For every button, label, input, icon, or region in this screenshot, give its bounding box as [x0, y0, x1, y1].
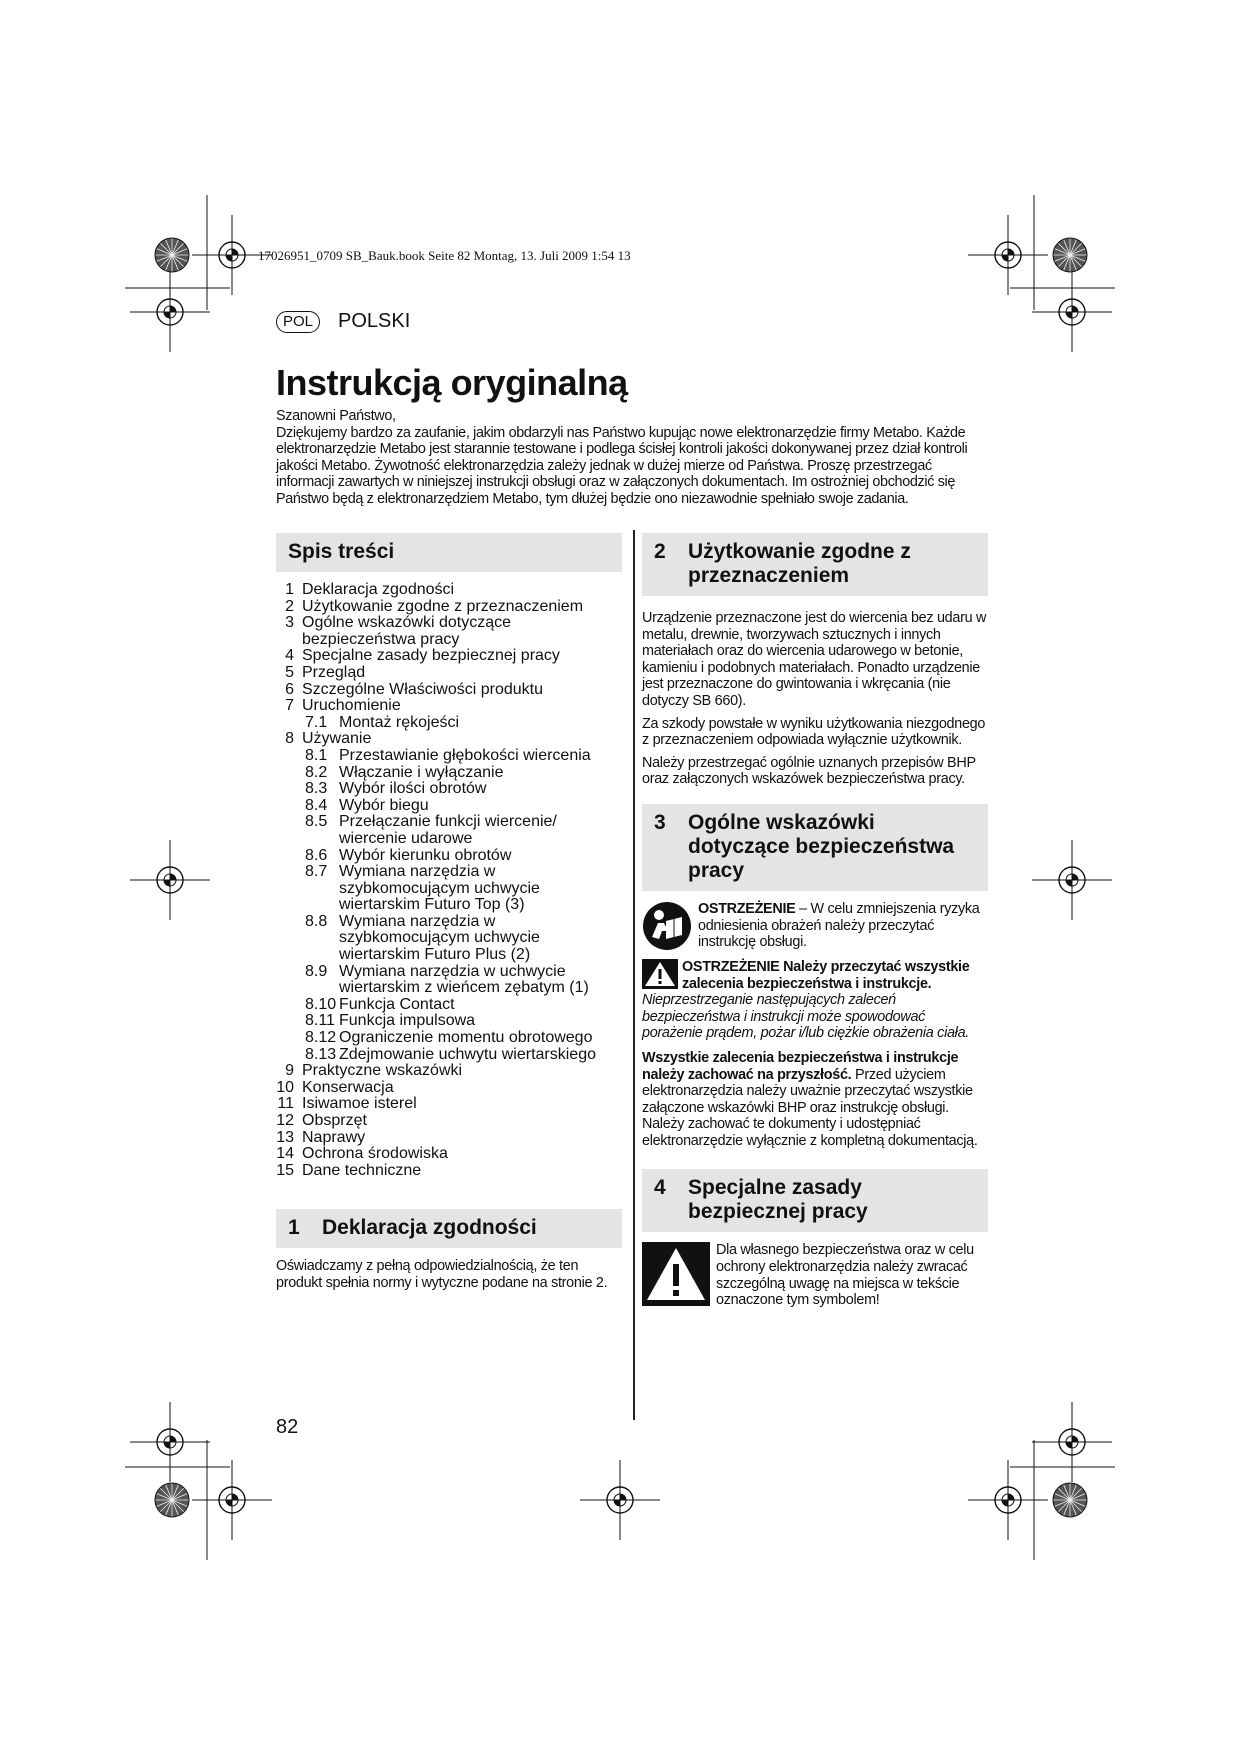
toc-item-number: 14 [276, 1145, 294, 1163]
left-column [276, 533, 622, 1298]
toc-item-number: 13 [276, 1128, 294, 1146]
toc-item-label: Ograniczenie momentu obrotowego [339, 1029, 593, 1047]
toc-item-label: Wybór biegu [339, 796, 429, 814]
toc-item-label: Montaż rękojeści [339, 713, 460, 731]
read-manual-text: OSTRZEŻENIE – W celu zmniejszenia ryzyka odniesienia obrażeń należy przeczytać instrukcję obsługi. [698, 900, 980, 951]
toc-item-label: Konserwacja [302, 1078, 394, 1096]
toc-item-label: Isiwamoe isterel [302, 1095, 417, 1113]
toc-item-number: 11 [277, 1095, 294, 1113]
toc-item-number: 7 [285, 697, 294, 715]
toc-item [276, 1013, 622, 1030]
toc-item [276, 682, 622, 699]
toc-item [276, 997, 622, 1014]
toc-item-label: Dane techniczne [302, 1161, 422, 1179]
toc-item [276, 1030, 622, 1047]
toc-item-label: Uruchomienie [302, 697, 401, 715]
toc-item-number: 6 [285, 680, 294, 698]
toc-item-number: 7.1 [305, 713, 328, 731]
intro-text: Dziękujemy bardzo za zaufanie, jakim obdarzyli nas Państwo kupując nowe elektronarzędzie firmy Metabo. Każde elektronarzędzie Metabo jest starannie testowane i podlega ścisłej kontroli jakości dokonywanej przez dział kontroli jakości Metabo. Żywotność elektronarzędzia zależy jednak w dużej mierze od Państwa. Proszę przestrzegać informacji zawartych w niniejszej instrukcji obsługi oraz w załączonych dokumentach. Im ostrożniej obchodzić się Państwo będą z elektronarzędziem Metabo, tym dłużej będzie ono niezawodnie spełniało swoje zadania. [276, 424, 968, 507]
keep-instructions-note: Wszystkie zalecenia bezpieczeństwa i instrukcje należy zachować na przyszłość. Przed użyciem elektronarzędzia należy uważnie przeczytać wszystkie załączone wskazówki BHP oraz instrukcję obsługi. Należy zachować te dokumenty i udostępniać elektronarzędzie wyłącznie z kompletną dokumentacją. [642, 1049, 978, 1149]
print-header: 17026951_0709 SB_Bauk.book Seite 82 Montag, 13. Juli 2009 1:54 13 [258, 248, 631, 263]
table-of-contents [276, 582, 622, 1179]
language-code-badge: POL [276, 311, 320, 333]
toc-item-number: 8.3 [305, 780, 328, 798]
language-indicator [276, 310, 410, 333]
toc-item [276, 848, 622, 865]
section-1-heading: 1 Deklaracja zgodności [276, 1209, 622, 1248]
toc-item-label: Ochrona środowiska [302, 1145, 448, 1163]
toc-item [276, 1113, 622, 1130]
toc-item-label: Naprawy [302, 1128, 366, 1146]
toc-item-number: 8.8 [305, 912, 328, 930]
toc-item [276, 1080, 622, 1097]
toc-item-number: 1 [285, 581, 294, 598]
toc-item-label: Przegląd [302, 663, 366, 681]
section-2-paragraph: Należy przestrzegać ogólnie uznanych przepisów BHP oraz załączonych wskazówek bezpieczeństwa pracy. [642, 754, 976, 788]
toc-item-label: Funkcja impulsowa [339, 1012, 476, 1030]
toc-item [276, 599, 622, 616]
section-2-paragraph: Za szkody powstałe w wyniku użytkowania niezgodnego z przeznaczeniem odpowiada wyłącznie użytkownik. [642, 715, 986, 749]
toc-item [276, 748, 622, 765]
toc-item-label: Przestawianie głębokości wiercenia [339, 746, 591, 764]
toc-item [276, 648, 622, 665]
toc-item [276, 1163, 622, 1180]
warning-triangle-icon [642, 959, 678, 989]
toc-item [276, 1047, 622, 1064]
toc-item-label: Używanie [302, 730, 372, 748]
warning-triangle-icon [642, 1242, 710, 1306]
toc-item [276, 615, 622, 648]
toc-item-number: 12 [276, 1112, 294, 1129]
toc-item-label: Deklaracja zgodności [302, 581, 455, 598]
section-1-text: Oświadczamy z pełną odpowiedzialnością, że ten produkt spełnia normy i wytyczne podane na stronie 2. [276, 1258, 608, 1291]
toc-item-label: Włączanie i wyłączanie [339, 763, 504, 781]
toc-item-label: Wymiana narzędzia w szybkomocującym uchwycie wiertarskim Futuro Plus (2) [339, 912, 540, 964]
toc-item [276, 765, 622, 782]
toc-item-number: 8.11 [305, 1012, 335, 1030]
special-safety-note [642, 1242, 988, 1308]
intro-salutation: Szanowni Państwo, [276, 408, 396, 424]
toc-item-label: Użytkowanie zgodne z przeznaczeniem [302, 597, 584, 615]
section-2-heading: 2 Użytkowanie zgodne z przeznaczeniem [642, 533, 988, 596]
column-divider [633, 530, 635, 1420]
toc-item [276, 914, 622, 964]
toc-item-number: 8.7 [305, 863, 328, 881]
toc-item-number: 8.6 [305, 846, 328, 864]
toc-item-number: 3 [285, 614, 294, 632]
toc-item [276, 731, 622, 748]
toc-item-label: Wybór kierunku obrotów [339, 846, 512, 864]
page-number: 82 [276, 1416, 299, 1438]
toc-item-number: 8.2 [305, 763, 328, 781]
toc-item-number: 4 [285, 647, 294, 665]
toc-item-number: 2 [285, 597, 294, 615]
toc-item-label: Przełączanie funkcji wiercenie/ wiercenie udarowe [339, 813, 557, 847]
toc-item [276, 964, 622, 997]
page-title: Instrukcją oryginalną [276, 362, 628, 403]
toc-item-label: Wybór ilości obrotów [339, 780, 487, 798]
toc-item-number: 8.1 [305, 746, 328, 764]
language-name: POLSKI [338, 310, 411, 332]
toc-item-label: Ogólne wskazówki dotyczące bezpieczeństwa pracy [302, 614, 511, 648]
toc-item-label: Zdejmowanie uchwytu wiertarskiego [339, 1045, 596, 1063]
section-1-body [276, 1258, 622, 1291]
toc-item-number: 8 [285, 730, 294, 748]
toc-item [276, 781, 622, 798]
toc-item [276, 798, 622, 815]
toc-item-number: 8.4 [305, 796, 328, 814]
toc-item [276, 1130, 622, 1147]
toc-item [276, 1063, 622, 1080]
toc-item-label: Specjalne zasady bezpiecznej pracy [302, 647, 560, 665]
toc-item [276, 1146, 622, 1163]
toc-item-number: 9 [285, 1062, 294, 1080]
read-manual-icon [642, 901, 692, 951]
toc-heading: Spis treści [276, 533, 622, 572]
general-warning: OSTRZEŻENIE Należy przeczytać wszystkie zalecenia bezpieczeństwa i instrukcje. Nieprzestrzeganie następujących zaleceń bezpieczeństwa i instrukcji może spowodować porażenie prądem, pożar i/lub ciężkie obrażenia ciała. [642, 958, 970, 1042]
toc-item-label: Praktyczne wskazówki [302, 1062, 463, 1080]
toc-item-number: 8.10 [305, 995, 337, 1013]
toc-item [276, 814, 622, 847]
section-3-heading: 3 Ogólne wskazówki dotyczące bezpieczeństwa pracy [642, 804, 988, 891]
section-4-heading: 4 Specjalne zasady bezpiecznej pracy [642, 1169, 988, 1232]
toc-item-label: Funkcja Contact [339, 995, 455, 1013]
toc-item-label: Wymiana narzędzia w szybkomocującym uchwycie wiertarskim Futuro Top (3) [339, 863, 540, 914]
toc-item [276, 1096, 622, 1113]
section-2-body [642, 610, 988, 788]
right-column [642, 533, 988, 1309]
toc-item [276, 582, 622, 599]
toc-item-label: Wymiana narzędzia w uchwycie wiertarskim z wieńcem zębatym (1) [339, 962, 589, 997]
toc-item [276, 864, 622, 914]
toc-item [276, 665, 622, 682]
toc-item-label: Szczególne Właściwości produktu [302, 680, 543, 698]
toc-item [276, 715, 622, 732]
toc-item-number: 8.9 [305, 962, 328, 980]
read-manual-warning [642, 901, 988, 951]
toc-item-number: 8.5 [305, 813, 328, 831]
toc-item-number: 15 [276, 1161, 294, 1179]
section-2-paragraph: Urządzenie przeznaczone jest do wiercenia bez udaru w metalu, drewnie, tworzywach sztucznych i innych materiałach oraz do wiercenia udarowego w betonie, kamieniu i podobnych materiałach. Ponadto urządzenie jest przeznaczone do gwintowania i wkręcania (nie dotyczy SB 660). [642, 610, 987, 709]
special-safety-text: Dla własnego bezpieczeństwa oraz w celu ochrony elektronarzędzia należy zwracać szczególną uwagę na miejsca w tekście oznaczone tym symbolem! [716, 1242, 974, 1309]
toc-item-number: 8.12 [305, 1029, 337, 1047]
toc-item-number: 10 [276, 1078, 294, 1096]
toc-item-number: 8.13 [305, 1045, 337, 1063]
toc-item-label: Obsprzęt [302, 1112, 367, 1129]
intro-block [276, 408, 991, 508]
toc-item [276, 698, 622, 715]
toc-item-number: 5 [285, 663, 294, 681]
